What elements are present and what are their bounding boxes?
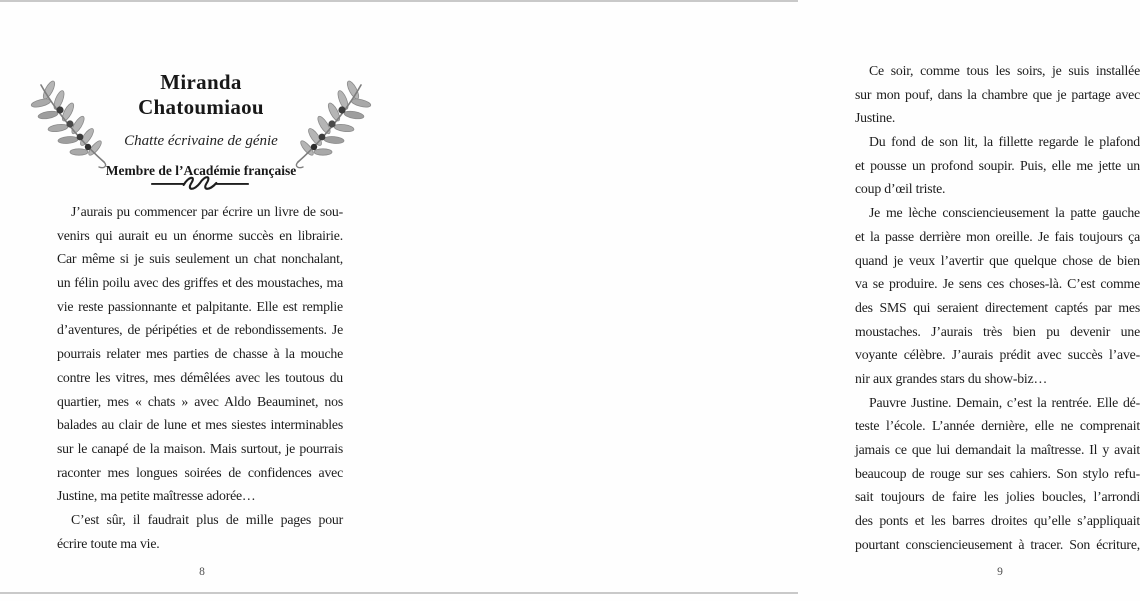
text-line: voyante célèbre. J’aurais prédit avec succès l’ave- <box>855 347 1140 363</box>
text-line: va se produire. Je sens ces choses-là. C’est comme <box>855 276 1140 292</box>
text-line: Je me lèche consciencieusement la patte gauche <box>869 205 1140 221</box>
olive-branch-right-icon <box>290 80 368 172</box>
text-line: balades au clair de lune et mes siestes interminables <box>57 417 343 433</box>
text-line: sait toujours de faire les jolies boucles, l’arrondi <box>855 489 1140 505</box>
text-line: des SMS qui seraient directement captés par mes <box>855 299 1140 315</box>
text-line: sur le canapé de la maison. Mais surtout, je pourrais <box>57 440 343 456</box>
text-line: quand je veux l’avertir que quelque chose de bien <box>855 252 1140 268</box>
text-line: Du fond de son lit, la fillette regarde le plafond <box>869 134 1140 150</box>
page-left-text <box>57 200 343 555</box>
text-line: contre les vitres, mes démêlées avec les toutous du <box>57 369 343 385</box>
page-left <box>0 0 399 601</box>
text-line: Justine. <box>855 110 896 126</box>
text-line: teste l’école. L’année dernière, elle ne comprenait <box>855 418 1140 434</box>
text-line: vie reste passionnante et palpitante. Elle est remplie <box>57 298 343 314</box>
text-line: et pousse un profond soupir. Puis, elle me jette un <box>855 157 1140 173</box>
page-number-right: 9 <box>997 566 1003 578</box>
text-line: venirs qui aurait eu un énorme succès en librairie. <box>57 227 343 243</box>
text-line: beaucoup de rouge sur ses cahiers. Son stylo refu- <box>855 465 1140 481</box>
text-line: raconter mes longues soirées de confidences avec <box>57 464 343 480</box>
text-line: nir aux grandes stars du show-biz… <box>855 370 1048 386</box>
page-right-text <box>855 59 1140 556</box>
text-line: J’aurais pu commencer par écrire un livre de sou- <box>71 204 343 219</box>
text-line: d’aventures, de péripéties et de rebondissements. Je <box>57 322 343 338</box>
text-line: coup d’œil triste. <box>855 181 946 197</box>
page-right <box>399 0 1140 601</box>
text-line: un félin poilu avec des griffes et des moustaches, ma <box>57 275 343 291</box>
text-line: écrire toute ma vie. <box>57 535 160 551</box>
squiggle-divider-icon <box>150 172 250 194</box>
text-line: Ce soir, comme tous les soirs, je suis installée <box>869 63 1140 78</box>
page-number-left: 8 <box>199 566 205 578</box>
text-line: moustaches. J’aurais très bien pu devenir une <box>855 323 1140 339</box>
author-title: Miranda Chatoumiaou <box>138 70 264 119</box>
olive-branch-left-icon <box>34 80 112 172</box>
text-line: quartier, mes « chats » avec Aldo Beauminet, nos <box>57 393 343 409</box>
text-line: jamais ce que lui demandait la maîtresse. Il y avait <box>855 442 1140 457</box>
text-line: pourrais relater mes parties de chasse à la mouche <box>57 346 343 362</box>
text-line: Pauvre Justine. Demain, c’est la rentrée. Elle dé- <box>869 394 1140 410</box>
text-line: sur mon pouf, dans la chambre que je partage avec <box>855 86 1140 102</box>
text-line: Justine, ma petite maîtresse adorée… <box>57 488 256 504</box>
bottom-rule <box>0 592 798 594</box>
author-subtitle: Chatte écrivaine de génie <box>124 133 278 149</box>
text-line: pourtant consciencieusement à tracer. Son écriture, <box>855 536 1140 552</box>
text-line: C’est sûr, il faudrait plus de mille pages pour <box>71 511 343 527</box>
text-line: des ponts et les barres droites qu’elle s’appliquait <box>855 513 1140 529</box>
author-affiliation: Membre de l’Académie française <box>105 163 297 178</box>
text-line: et la passe derrière mon oreille. Je fais toujours ça <box>855 228 1140 244</box>
text-line: Car même si je suis seulement un chat nonchalant, <box>57 251 343 267</box>
